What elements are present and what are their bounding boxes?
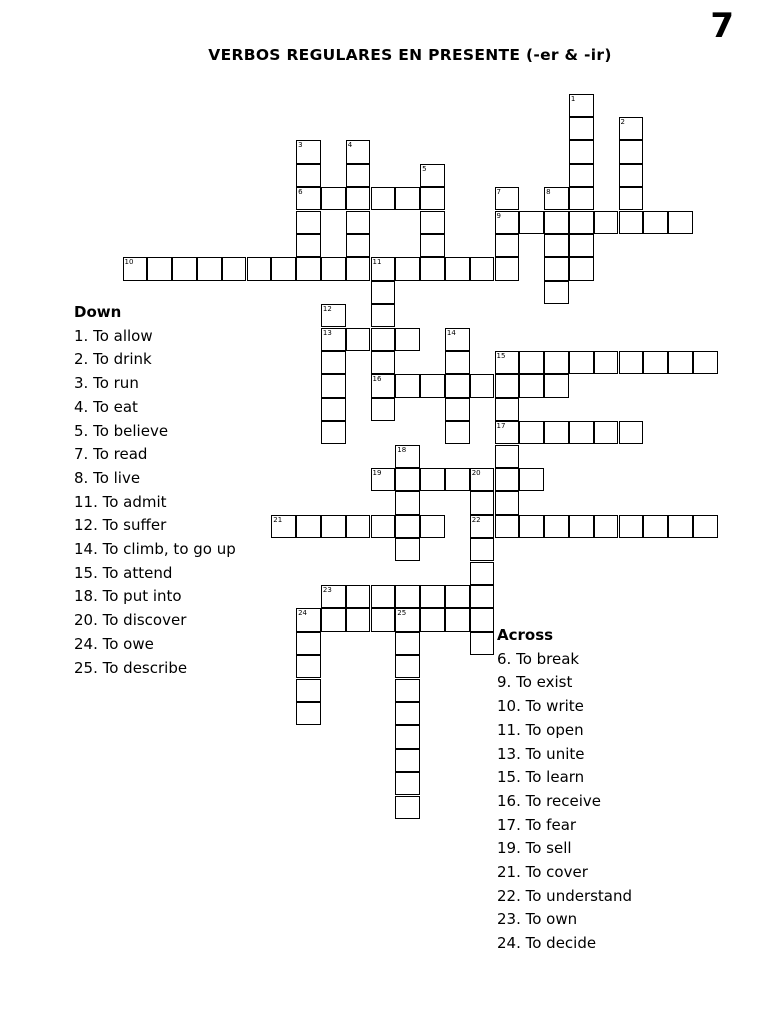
grid-cell[interactable]	[619, 515, 644, 538]
grid-cell[interactable]	[668, 211, 693, 234]
across-clue: 16. To receive	[497, 791, 601, 810]
grid-cell[interactable]	[395, 445, 420, 468]
grid-cell[interactable]	[395, 679, 420, 702]
grid-cell[interactable]	[296, 702, 321, 725]
grid-cell[interactable]	[470, 491, 495, 514]
grid-cell[interactable]	[296, 234, 321, 257]
grid-cell[interactable]	[296, 211, 321, 234]
grid-cell[interactable]	[643, 211, 668, 234]
grid-cell[interactable]	[594, 351, 619, 374]
grid-cell[interactable]	[594, 421, 619, 444]
grid-cell[interactable]	[321, 608, 346, 631]
clue-number: 18	[397, 445, 407, 454]
grid-cell[interactable]	[271, 257, 296, 280]
down-clue: 8. To live	[74, 468, 141, 487]
clue-number: 19	[372, 468, 382, 477]
grid-cell[interactable]	[619, 164, 644, 187]
grid-cell[interactable]	[420, 164, 445, 187]
grid-cell[interactable]	[569, 421, 594, 444]
grid-cell[interactable]	[668, 515, 693, 538]
grid-cell[interactable]	[619, 421, 644, 444]
grid-cell[interactable]	[395, 608, 420, 631]
grid-cell[interactable]	[395, 374, 420, 397]
grid-cell[interactable]	[643, 515, 668, 538]
down-clue: 18. To put into	[74, 587, 182, 606]
grid-cell[interactable]	[395, 328, 420, 351]
grid-cell[interactable]	[321, 398, 346, 421]
clue-number: 6	[298, 188, 303, 197]
clue-number: 3	[298, 141, 303, 150]
grid-cell[interactable]	[569, 140, 594, 163]
down-clue: 25. To describe	[74, 658, 188, 677]
grid-cell[interactable]	[569, 187, 594, 210]
grid-cell[interactable]	[420, 515, 445, 538]
grid-cell[interactable]	[569, 117, 594, 140]
down-clues-list	[74, 301, 236, 680]
clue-number: 4	[347, 141, 353, 150]
grid-cell[interactable]	[569, 164, 594, 187]
grid-cell[interactable]	[544, 281, 569, 304]
grid-cell[interactable]	[569, 94, 594, 117]
grid-cell[interactable]	[569, 211, 594, 234]
grid-cell[interactable]	[371, 585, 396, 608]
grid-cell[interactable]	[470, 608, 495, 631]
grid-cell[interactable]	[296, 655, 321, 678]
grid-cell[interactable]	[519, 421, 544, 444]
grid-cell[interactable]	[445, 585, 470, 608]
grid-cell[interactable]	[172, 257, 197, 280]
across-clue: 11. To open	[497, 720, 584, 739]
across-heading: Across	[497, 626, 554, 644]
grid-cell[interactable]	[495, 257, 520, 280]
grid-cell[interactable]	[346, 140, 371, 163]
grid-cell[interactable]	[395, 702, 420, 725]
grid-cell[interactable]	[371, 257, 396, 280]
grid-cell[interactable]	[594, 515, 619, 538]
grid-cell[interactable]	[346, 515, 371, 538]
grid-cell[interactable]	[619, 187, 644, 210]
clue-number: 11	[372, 258, 382, 267]
grid-cell[interactable]	[495, 445, 520, 468]
grid-cell[interactable]	[247, 257, 272, 280]
clue-number: 15	[496, 351, 506, 360]
grid-cell[interactable]	[296, 632, 321, 655]
grid-cell[interactable]	[371, 281, 396, 304]
grid-cell[interactable]	[643, 351, 668, 374]
clue-number: 8	[546, 188, 551, 197]
grid-cell[interactable]	[371, 351, 396, 374]
grid-cell[interactable]	[544, 374, 569, 397]
grid-cell[interactable]	[395, 585, 420, 608]
grid-cell[interactable]	[495, 515, 520, 538]
grid-cell[interactable]	[420, 374, 445, 397]
grid-cell[interactable]	[371, 328, 396, 351]
grid-cell[interactable]	[395, 468, 420, 491]
grid-cell[interactable]	[395, 515, 420, 538]
grid-cell[interactable]	[519, 211, 544, 234]
grid-cell[interactable]	[544, 515, 569, 538]
clue-number: 25	[397, 609, 407, 618]
grid-cell[interactable]	[346, 187, 371, 210]
clue-number: 21	[273, 515, 283, 524]
grid-cell[interactable]	[668, 351, 693, 374]
grid-cell[interactable]	[321, 351, 346, 374]
grid-cell[interactable]	[544, 421, 569, 444]
clue-number: 22	[471, 515, 481, 524]
grid-cell[interactable]	[321, 421, 346, 444]
grid-cell[interactable]	[495, 468, 520, 491]
grid-cell[interactable]	[693, 515, 718, 538]
down-clue: 5. To believe	[74, 421, 169, 440]
grid-cell[interactable]	[445, 421, 470, 444]
grid-cell[interactable]	[395, 491, 420, 514]
down-clue: 4. To eat	[74, 397, 138, 416]
grid-cell[interactable]	[395, 538, 420, 561]
clue-number: 17	[496, 422, 506, 431]
grid-cell[interactable]	[445, 398, 470, 421]
grid-cell[interactable]	[321, 187, 346, 210]
clue-number: 24	[298, 609, 308, 618]
clue-number: 7	[496, 188, 501, 197]
grid-cell[interactable]	[197, 257, 222, 280]
grid-cell[interactable]	[544, 187, 569, 210]
grid-cell[interactable]	[569, 257, 594, 280]
clue-number: 16	[372, 375, 382, 384]
grid-cell[interactable]	[420, 211, 445, 234]
grid-cell[interactable]	[470, 257, 495, 280]
grid-cell[interactable]	[395, 749, 420, 772]
grid-cell[interactable]	[395, 187, 420, 210]
across-clue: 9. To exist	[497, 673, 573, 692]
across-clue: 13. To unite	[497, 744, 585, 763]
down-clue: 11. To admit	[74, 492, 167, 511]
grid-cell[interactable]	[296, 187, 321, 210]
clue-number: 9	[496, 211, 501, 220]
grid-cell[interactable]	[395, 725, 420, 748]
grid-cell[interactable]	[321, 328, 346, 351]
grid-cell[interactable]	[346, 257, 371, 280]
grid-cell[interactable]	[420, 468, 445, 491]
grid-cell[interactable]	[321, 257, 346, 280]
down-clue: 14. To climb, to go up	[74, 540, 236, 559]
grid-cell[interactable]	[569, 515, 594, 538]
down-clue: 2. To drink	[74, 350, 152, 369]
grid-cell[interactable]	[495, 211, 520, 234]
grid-cell[interactable]	[495, 491, 520, 514]
grid-cell[interactable]	[420, 234, 445, 257]
grid-cell[interactable]	[519, 515, 544, 538]
across-clue: 22. To understand	[497, 886, 633, 905]
grid-cell[interactable]	[619, 117, 644, 140]
clue-number: 14	[446, 328, 456, 337]
grid-cell[interactable]	[619, 351, 644, 374]
across-clue: 19. To sell	[497, 839, 572, 858]
across-clue: 17. To fear	[497, 815, 577, 834]
grid-cell[interactable]	[371, 608, 396, 631]
grid-cell[interactable]	[445, 608, 470, 631]
grid-cell[interactable]	[371, 304, 396, 327]
grid-cell[interactable]	[296, 608, 321, 631]
grid-cell[interactable]	[544, 351, 569, 374]
grid-cell[interactable]	[569, 351, 594, 374]
down-clue: 7. To read	[74, 445, 148, 464]
clue-number: 23	[322, 585, 332, 594]
grid-cell[interactable]	[346, 328, 371, 351]
grid-cell[interactable]	[371, 398, 396, 421]
grid-cell[interactable]	[445, 468, 470, 491]
grid-cell[interactable]	[395, 632, 420, 655]
grid-cell[interactable]	[371, 468, 396, 491]
grid-cell[interactable]	[321, 585, 346, 608]
grid-cell[interactable]	[420, 585, 445, 608]
grid-cell[interactable]	[470, 632, 495, 655]
across-clue: 24. To decide	[497, 934, 597, 953]
grid-cell[interactable]	[445, 328, 470, 351]
grid-cell[interactable]	[321, 374, 346, 397]
grid-cell[interactable]	[470, 468, 495, 491]
grid-cell[interactable]	[395, 257, 420, 280]
grid-cell[interactable]	[296, 140, 321, 163]
across-clue: 23. To own	[497, 910, 578, 929]
grid-cell[interactable]	[445, 351, 470, 374]
across-clue: 15. To learn	[497, 768, 585, 787]
clue-number: 2	[620, 117, 625, 126]
grid-cell[interactable]	[594, 211, 619, 234]
down-clue: 3. To run	[74, 374, 139, 393]
grid-cell[interactable]	[271, 515, 296, 538]
down-clue: 1. To allow	[74, 326, 153, 345]
grid-cell[interactable]	[420, 187, 445, 210]
across-clues-list	[497, 624, 632, 956]
grid-cell[interactable]	[495, 398, 520, 421]
grid-cell[interactable]	[619, 140, 644, 163]
grid-cell[interactable]	[495, 421, 520, 444]
grid-cell[interactable]	[470, 538, 495, 561]
clue-number: 13	[322, 328, 332, 337]
grid-cell[interactable]	[395, 772, 420, 795]
grid-cell[interactable]	[123, 257, 148, 280]
down-clue: 12. To suffer	[74, 516, 167, 535]
grid-cell[interactable]	[544, 211, 569, 234]
across-clue: 10. To write	[497, 697, 584, 716]
clue-number: 5	[422, 164, 427, 173]
grid-cell[interactable]	[395, 655, 420, 678]
grid-cell[interactable]	[346, 608, 371, 631]
clue-number: 10	[124, 258, 134, 267]
grid-cell[interactable]	[296, 679, 321, 702]
grid-cell[interactable]	[371, 187, 396, 210]
grid-cell[interactable]	[420, 608, 445, 631]
grid-cell[interactable]	[470, 585, 495, 608]
page-number: 7	[710, 6, 734, 46]
grid-cell[interactable]	[519, 468, 544, 491]
grid-cell[interactable]	[470, 515, 495, 538]
grid-cell[interactable]	[346, 164, 371, 187]
grid-cell[interactable]	[519, 374, 544, 397]
grid-cell[interactable]	[296, 164, 321, 187]
grid-cell[interactable]	[371, 515, 396, 538]
grid-cell[interactable]	[147, 257, 172, 280]
grid-cell[interactable]	[445, 374, 470, 397]
down-clue: 20. To discover	[74, 611, 187, 630]
clue-number: 12	[322, 305, 332, 314]
across-clue: 6. To break	[497, 649, 580, 668]
grid-cell[interactable]	[544, 234, 569, 257]
grid-cell[interactable]	[544, 257, 569, 280]
puzzle-title: VERBOS REGULARES EN PRESENTE (-er & -ir)	[208, 46, 612, 64]
grid-cell[interactable]	[395, 796, 420, 819]
clue-number: 1	[570, 94, 576, 103]
grid-cell[interactable]	[693, 351, 718, 374]
down-clue: 15. To attend	[74, 563, 173, 582]
grid-cell[interactable]	[222, 257, 247, 280]
grid-cell[interactable]	[519, 351, 544, 374]
grid-cell[interactable]	[321, 304, 346, 327]
grid-cell[interactable]	[470, 562, 495, 585]
grid-cell[interactable]	[371, 374, 396, 397]
grid-cell[interactable]	[445, 257, 470, 280]
grid-cell[interactable]	[495, 351, 520, 374]
grid-cell[interactable]	[296, 257, 321, 280]
down-heading: Down	[74, 303, 122, 321]
grid-cell[interactable]	[619, 211, 644, 234]
clue-number: 20	[471, 468, 481, 477]
grid-cell[interactable]	[420, 257, 445, 280]
grid-cell[interactable]	[346, 234, 371, 257]
grid-cell[interactable]	[495, 234, 520, 257]
grid-cell[interactable]	[346, 585, 371, 608]
grid-cell[interactable]	[296, 515, 321, 538]
across-clue: 21. To cover	[497, 863, 588, 882]
grid-cell[interactable]	[346, 211, 371, 234]
grid-cell[interactable]	[495, 187, 520, 210]
grid-cell[interactable]	[569, 234, 594, 257]
grid-cell[interactable]	[470, 374, 495, 397]
grid-cell[interactable]	[321, 515, 346, 538]
grid-cell[interactable]	[495, 374, 520, 397]
down-clue: 24. To owe	[74, 634, 154, 653]
